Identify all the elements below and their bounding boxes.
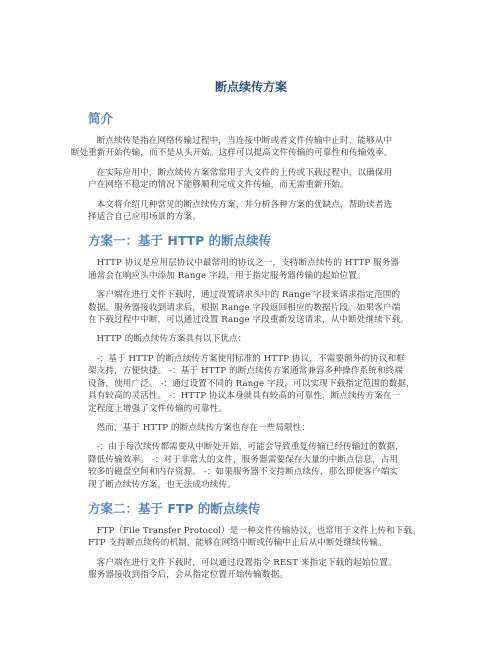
http-paragraph-3 <box>88 333 414 345</box>
text-line: -：由于每次续传都需要从中断处开始，可能会导致重复传输已经传输过的数据， <box>96 442 404 453</box>
section-heading-http: 方案一：基于 HTTP 的断点续传 <box>88 233 272 249</box>
text-line: HTTP 协议是应用层协议中最常用的协议之一，支持断点续传的 HTTP 服务器 <box>96 258 400 269</box>
text-line: 较多的磁盘空间和内存资源。 -：如果服务器不支持断点续传，那么即使客户端实 <box>88 467 399 478</box>
text-line: 户在网络不稳定的情况下能够顺利完成文件传输，而无需重新开始。 <box>88 180 349 191</box>
text-line: FTP（File Transfer Protocol）是一种文件传输协议，也常用于文件上传和下载。 <box>96 525 421 536</box>
text-line: 通常会在响应头中添加 Range 字段，用于指定服务器传输的起始位置。 <box>88 270 366 281</box>
text-line: 具有较高的灵活性。 -：HTTP 协议本身就具有较高的可靠性，断点续传方案在一 <box>88 391 401 402</box>
text-line: 本文将介绍几种常见的断点续传方案，并分析各种方案的优缺点，帮助读者选 <box>96 199 393 210</box>
http-paragraph-5 <box>88 422 414 434</box>
text-line: HTTP 的断点续传方案具有以下优点： <box>96 334 247 345</box>
ftp-paragraph-2 <box>88 557 414 582</box>
section-heading-intro: 简介 <box>88 111 114 126</box>
text-line: 架支持，方便快捷。 -：基于 HTTP 的断点续传方案通常兼容多种操作系统和终端 <box>88 366 404 377</box>
text-line: 降低传输效率。 -：对于非常大的文件，服务器需要保存大量的中断点信息，占用 <box>88 454 399 465</box>
intro-paragraph-1 <box>70 135 414 160</box>
document-title: 断点续传方案 <box>214 80 287 94</box>
http-limitations-paragraph <box>88 441 414 491</box>
text-line: 客户端在进行文件下载时，可以通过设置指令 REST 来指定下载的起始位置。 <box>96 557 397 568</box>
text-line: 服务器接收到指令后，会从指定位置开始传输数据。 <box>88 570 288 581</box>
text-line: 断处重新开始传输，而不是从头开始。这样可以提高文件传输的可靠性和传输效率。 <box>70 148 393 159</box>
text-line: 在实际应用中，断点续传方案常常用于大文件的上传或下载过程中，以确保用 <box>96 167 393 178</box>
http-paragraph-1 <box>88 257 414 282</box>
text-line: FTP 支持断点续传的机制，能够在网络中断或传输中止后从中断处继续传输。 <box>88 538 387 549</box>
text-line: 定程度上增强了文件传输的可靠性。 <box>88 403 228 414</box>
intro-paragraph-2 <box>88 167 414 192</box>
text-line: 数据。服务器接收到请求后，根据 Range 字段返回相应的数据片段。如果客户端 <box>88 302 401 313</box>
text-line: 客户端在进行文件下载时，通过设置请求头中的 Range 字段来请求指定范围的 <box>96 290 401 301</box>
http-paragraph-2 <box>88 289 414 326</box>
http-advantages-paragraph <box>88 353 414 415</box>
text-line: 断点续传是指在网络传输过程中，当连接中断或者文件传输中止时，能够从中 <box>96 136 393 146</box>
text-line: 现了断点续传方案，也无法成功续传。 <box>88 479 236 490</box>
text-line: 设备，使用广泛。 -：通过设置不同的 Range 字段，可以实现下载指定范围的数据， <box>88 378 415 389</box>
text-line: -：基于 HTTP 的断点续传方案使用标准的 HTTP 协议，不需要额外的协议和框 <box>96 353 405 364</box>
section-heading-ftp: 方案二：基于 FTP 的断点续传 <box>88 500 261 516</box>
text-line: 然而，基于 HTTP 的断点续传方案也存在一些局限性： <box>96 422 311 433</box>
ftp-paragraph-1 <box>88 525 421 550</box>
text-line: 在下载过程中中断，可以通过设置 Range 字段重新发送请求，从中断处继续下载。 <box>88 315 409 326</box>
intro-paragraph-3 <box>88 199 414 224</box>
text-line: 择适合自己应用场景的方案。 <box>88 212 202 223</box>
